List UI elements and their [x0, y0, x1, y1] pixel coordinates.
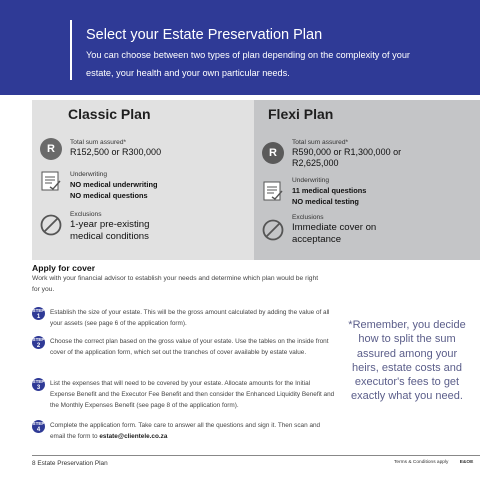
- flexi-exclusions-value: Immediate cover on acceptance: [292, 222, 377, 245]
- footer-notes: [394, 460, 473, 465]
- header-accent-bar: [70, 20, 72, 80]
- flexi-underwriting-label: Underwriting: [292, 177, 330, 184]
- step-text: List the expenses that will need to be covered by your estate. Allocate amounts for the Initial Expense Benefit and the Executor Fee Benefit and then consider the Enhanced Liquidity Benefit and the Monthly Expenses Benefit (see page 8 of the application form).: [50, 380, 335, 409]
- remember-note: *Remember, you decide how to split the sum assured among your heirs, estate costs and executor's fees to get exactly what you need.: [348, 319, 466, 403]
- no-entry-icon: [262, 219, 284, 241]
- flexi-plan-title: Flexi Plan: [268, 106, 334, 122]
- classic-sum-label: Total sum assured*: [70, 139, 127, 146]
- flexi-plan-panel: [254, 100, 480, 260]
- step-badge: STEP 3: [32, 379, 45, 391]
- apply-intro: Work with your financial advisor to establish your needs and determine which plan would be right for you.: [32, 275, 319, 293]
- classic-sum-value: R152,500 or R300,000: [70, 147, 162, 157]
- flexi-underwriting-line2: NO medical testing: [292, 197, 359, 206]
- contact-email-link[interactable]: estate@clientele.co.za: [99, 433, 168, 440]
- classic-plan-panel: [32, 100, 254, 260]
- step-badge: STEP 2: [32, 337, 45, 349]
- header-banner: [0, 0, 480, 95]
- flexi-exclusions-label: Exclusions: [292, 214, 324, 221]
- currency-icon: R: [40, 138, 62, 160]
- document-check-icon: [262, 180, 284, 202]
- footer-eoe: E&OE: [459, 460, 474, 465]
- classic-exclusions-label: Exclusions: [70, 211, 102, 218]
- flexi-sum-label: Total sum assured*: [292, 139, 349, 146]
- step-text: [50, 420, 335, 442]
- apply-heading: Apply for cover: [32, 263, 96, 273]
- classic-underwriting-line2: NO medical questions: [70, 191, 148, 200]
- footer-divider: [32, 455, 480, 456]
- step-badge: STEP 1: [32, 308, 45, 320]
- step-badge: STEP 4: [32, 421, 45, 433]
- classic-underwriting-line1: NO medical underwriting: [70, 180, 158, 189]
- flexi-sum-value: R590,000 or R1,300,000 or R2,625,000: [292, 147, 402, 168]
- footer-page-label: 8 Estate Preservation Plan: [32, 460, 108, 467]
- step-text: Establish the size of your estate. This will be the gross amount calculated by adding the value of all your assets (see page 6 of the application form).: [50, 309, 330, 327]
- currency-icon: R: [262, 142, 284, 164]
- step-4-text: Complete the application form. Take care to answer all the questions and sign it. Then scan and email the form to: [50, 422, 321, 440]
- page-subtitle: You can choose between two types of plan depending on the complexity of your estate, your health and your own particular needs.: [86, 50, 410, 78]
- classic-underwriting-label: Underwriting: [70, 171, 108, 178]
- classic-exclusions-value: 1-year pre-existing medical conditions: [70, 219, 150, 242]
- flexi-underwriting-line1: 11 medical questions: [292, 186, 367, 195]
- step-text: Choose the correct plan based on the gross value of your estate. Use the tables on the inside front cover of the application form, which set out the tranches of cover available by estate value.: [50, 338, 329, 356]
- classic-plan-title: Classic Plan: [68, 106, 151, 122]
- footer-terms: Terms & Conditions apply: [394, 460, 449, 465]
- no-entry-icon: [40, 214, 62, 236]
- document-check-icon: [40, 170, 62, 192]
- page-title: Select your Estate Preservation Plan: [86, 27, 323, 43]
